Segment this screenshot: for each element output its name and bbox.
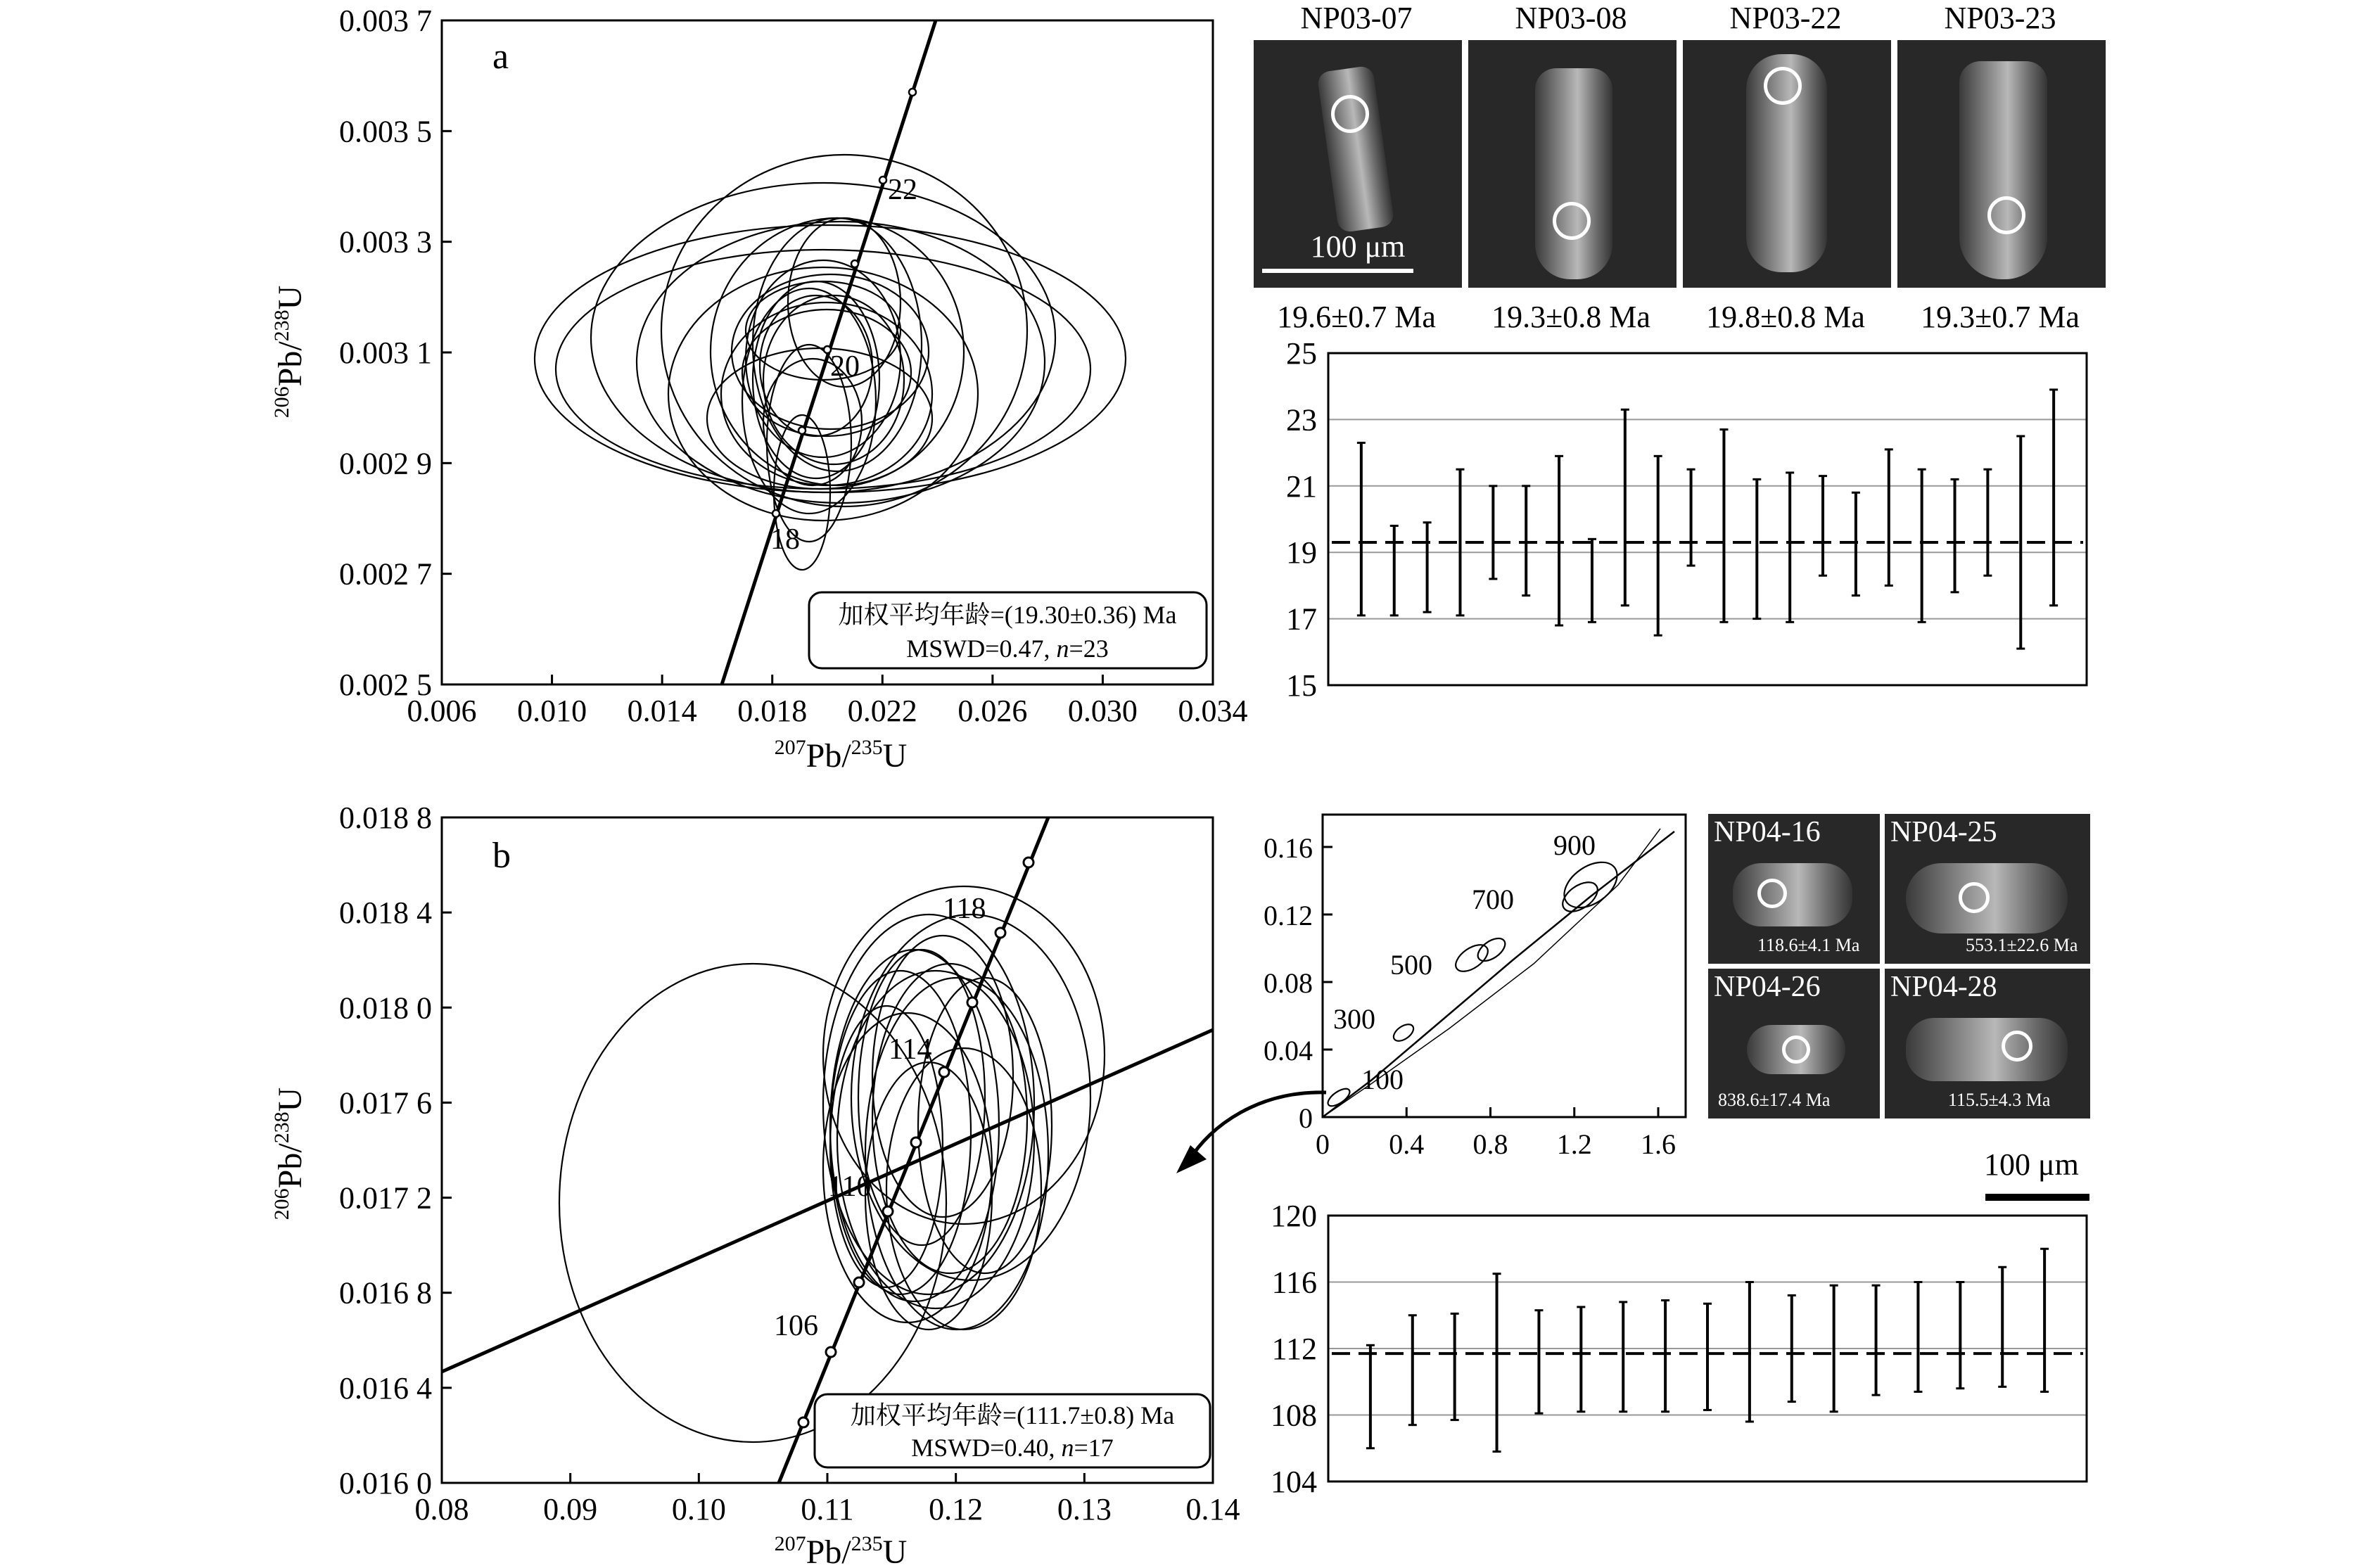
zircon-image-np04-28 [1885, 969, 2090, 1118]
zircon-image-np03-08 [1468, 40, 1677, 288]
concordia-tick [1024, 858, 1033, 867]
zircon-a1-label: NP03-07 [1300, 1, 1413, 35]
concordia-tick [851, 260, 858, 267]
scale-bar-a [1262, 269, 1413, 273]
panel-a-weighted-mean: 加权平均年龄=(19.30±0.36) Ma [838, 601, 1177, 629]
zircon-a4-age: 19.3±0.7 Ma [1921, 300, 2080, 334]
inset-ellipse [1558, 877, 1603, 917]
y-tick-label: 0.002 7 [339, 556, 432, 592]
y-tick-label: 0 [1299, 1102, 1313, 1134]
inset-concordia [1176, 815, 1686, 1173]
panel-a-y-ticks [339, 4, 452, 702]
zircon-a3-label: NP03-22 [1729, 1, 1842, 35]
y-tick-label: 0.003 1 [339, 336, 432, 370]
error-ellipse [858, 950, 985, 1245]
zircon-b1-age: 118.6±4.1 Ma [1757, 935, 1860, 955]
y-tick-label: 108 [1271, 1398, 1317, 1433]
y-tick-label: 0.016 0 [339, 1466, 432, 1500]
concordia-tick [879, 177, 886, 184]
panel-b-weighted-mean: 加权平均年龄=(111.7±0.8) Ma [850, 1401, 1175, 1429]
y-tick-label: 0.016 8 [339, 1275, 432, 1311]
inset-ellipse [1391, 1021, 1417, 1044]
zircon-image-np03-23 [1897, 40, 2106, 288]
panel-b-y-axis-label: $^{206}$Pb/$^{238}$U [270, 1087, 309, 1220]
panel-a-concordia [270, 4, 1248, 775]
x-tick-label: 0.12 [929, 1492, 984, 1526]
panel-a-label: a [492, 37, 509, 77]
x-tick-label: 0.034 [1178, 694, 1248, 728]
y-tick-label: 15 [1286, 668, 1317, 703]
panel-b-frame [442, 817, 1213, 1483]
panel-b-age-label-118: 118 [943, 893, 986, 925]
panel-b-concordia [270, 801, 1240, 1568]
y-tick-label: 116 [1271, 1265, 1317, 1300]
zircon-a2-label: NP03-08 [1515, 1, 1627, 35]
zircon-a4-label: NP03-23 [1944, 1, 2056, 35]
zircon-a1-age: 19.6±0.7 Ma [1277, 300, 1436, 334]
inset-age-700: 700 [1472, 884, 1514, 915]
inset-ellipse [1474, 934, 1509, 966]
panel-a-age-label-18: 18 [770, 523, 800, 556]
y-tick-label: 0.003 7 [339, 4, 432, 38]
x-tick-label: 0.13 [1057, 1492, 1112, 1526]
y-tick-label: 120 [1271, 1199, 1317, 1233]
zircon-image-np03-22 [1683, 40, 1891, 288]
panel-b-age-label-114: 114 [889, 1033, 932, 1066]
panel-b-weighted-mean-plot [1271, 1199, 2087, 1499]
x-tick-label: 0.8 [1472, 1128, 1508, 1160]
panel-b-mswd: MSWD=0.40, n=17 [911, 1434, 1114, 1462]
x-tick-label: 0.10 [671, 1492, 726, 1526]
y-tick-label: 0.018 8 [339, 801, 432, 835]
panel-a-x-ticks [407, 675, 1248, 728]
x-tick-label: 0.018 [737, 694, 808, 728]
concordia-tick [995, 928, 1005, 938]
x-tick-label: 0.026 [957, 694, 1028, 728]
concordia-tick [826, 1347, 836, 1357]
panel-a-mswd: MSWD=0.47, n=23 [906, 635, 1109, 663]
inset-age-500: 500 [1390, 949, 1432, 981]
x-tick-label: 0.4 [1389, 1128, 1425, 1160]
panel-a-x-axis-label: $^{207}$Pb/$^{235}$U [774, 736, 908, 775]
inset-age-900: 900 [1553, 829, 1596, 861]
x-tick-label: 0.010 [517, 694, 587, 728]
zircon-b4-age: 115.5±4.3 Ma [1948, 1090, 2051, 1110]
y-tick-label: 17 [1286, 601, 1317, 637]
inset-age-100: 100 [1361, 1064, 1404, 1095]
zircon-a2-age: 19.3±0.8 Ma [1491, 300, 1650, 334]
scale-bar-a-label: 100 μm [1310, 229, 1406, 264]
inset-ellipse [1556, 853, 1626, 917]
y-tick-label: 0.018 4 [339, 895, 432, 931]
y-tick-label: 0.016 4 [339, 1370, 432, 1406]
panel-b-age-label-110: 110 [828, 1171, 872, 1203]
x-tick-label: 0.09 [543, 1492, 598, 1526]
zircon-image-np04-26 [1708, 969, 1880, 1118]
concordia-tick [799, 1417, 808, 1427]
error-ellipse [591, 183, 1055, 492]
zircon-image-np04-25 [1885, 814, 2090, 964]
y-tick-label: 19 [1286, 535, 1317, 571]
x-tick-label: 0.14 [1185, 1492, 1240, 1526]
inset-age-300: 300 [1333, 1003, 1375, 1035]
zircon-b3-label: NP04-26 [1714, 971, 1821, 1003]
y-tick-label: 23 [1286, 402, 1317, 438]
zircon-b4-label: NP04-28 [1890, 971, 1997, 1003]
panel-a-age-label-22: 22 [888, 174, 917, 206]
arrow-head-icon [1176, 1145, 1207, 1173]
y-tick-label: 0.002 5 [339, 668, 432, 702]
panel-b-label: b [492, 836, 511, 876]
panel-a-weighted-mean-plot [1286, 336, 2087, 703]
y-tick-label: 0.12 [1264, 900, 1313, 931]
zircon-b3-age: 838.6±17.4 Ma [1718, 1090, 1831, 1110]
x-tick-label: 0.014 [627, 694, 697, 728]
panel-a-y-axis-label: $^{206}$Pb/$^{238}$U [270, 285, 309, 419]
y-tick-label: 0.003 3 [339, 224, 432, 260]
x-tick-label: 0 [1316, 1128, 1330, 1160]
concordia-tick [911, 1137, 921, 1147]
wm-a-frame [1328, 353, 2087, 685]
error-ellipse [753, 218, 922, 471]
zircon-b2-age: 553.1±22.6 Ma [1966, 935, 2078, 955]
concordia-tick [939, 1067, 949, 1077]
y-tick-label: 0.018 0 [339, 990, 432, 1026]
panel-b-concordia-curve [779, 817, 1048, 1483]
zircon-b1-label: NP04-16 [1714, 816, 1821, 848]
concordia-tick [854, 1277, 864, 1287]
inset-ellipse [1451, 940, 1493, 977]
concordia-tick [772, 510, 780, 517]
concordia-tick [909, 89, 916, 96]
panel-b-age-label-106: 106 [774, 1310, 818, 1342]
x-tick-label: 0.11 [801, 1492, 854, 1526]
y-tick-label: 0.017 2 [339, 1180, 432, 1216]
y-tick-label: 0.002 9 [339, 446, 432, 481]
y-tick-label: 21 [1286, 469, 1317, 504]
y-tick-label: 0.04 [1264, 1035, 1313, 1066]
zircon-image-np03-07 [1254, 40, 1462, 288]
panel-b-error-ellipses [559, 886, 1105, 1442]
y-tick-label: 112 [1271, 1332, 1317, 1366]
y-tick-label: 104 [1271, 1465, 1317, 1499]
error-ellipse [872, 964, 1027, 1273]
x-tick-label: 1.2 [1556, 1128, 1592, 1160]
x-tick-label: 0.022 [847, 694, 917, 728]
zircon-a3-age: 19.8±0.8 Ma [1706, 300, 1865, 334]
zircon-image-np04-16 [1708, 814, 1880, 964]
y-tick-label: 0.08 [1264, 967, 1313, 999]
y-tick-label: 25 [1286, 336, 1317, 371]
y-tick-label: 0.003 5 [339, 114, 432, 149]
x-tick-label: 0.030 [1067, 694, 1138, 728]
x-tick-label: 0.08 [414, 1492, 469, 1526]
scale-bar-b [1985, 1194, 2089, 1201]
x-tick-label: 1.6 [1641, 1128, 1676, 1160]
x-tick-label: 0.006 [407, 694, 477, 728]
concordia-tick [883, 1206, 893, 1216]
scale-bar-b-label: 100 μm [1984, 1147, 2079, 1182]
concordia-tick [799, 427, 806, 434]
y-tick-label: 0.017 6 [339, 1085, 432, 1121]
panel-b-x-axis-label: $^{207}$Pb/$^{235}$U [774, 1532, 908, 1568]
concordia-tick [967, 997, 977, 1007]
panel-b-discordia-line [442, 1030, 1213, 1372]
zircon-b2-label: NP04-25 [1890, 816, 1997, 848]
panel-a-age-label-20: 20 [830, 350, 860, 383]
y-tick-label: 0.16 [1264, 832, 1313, 864]
